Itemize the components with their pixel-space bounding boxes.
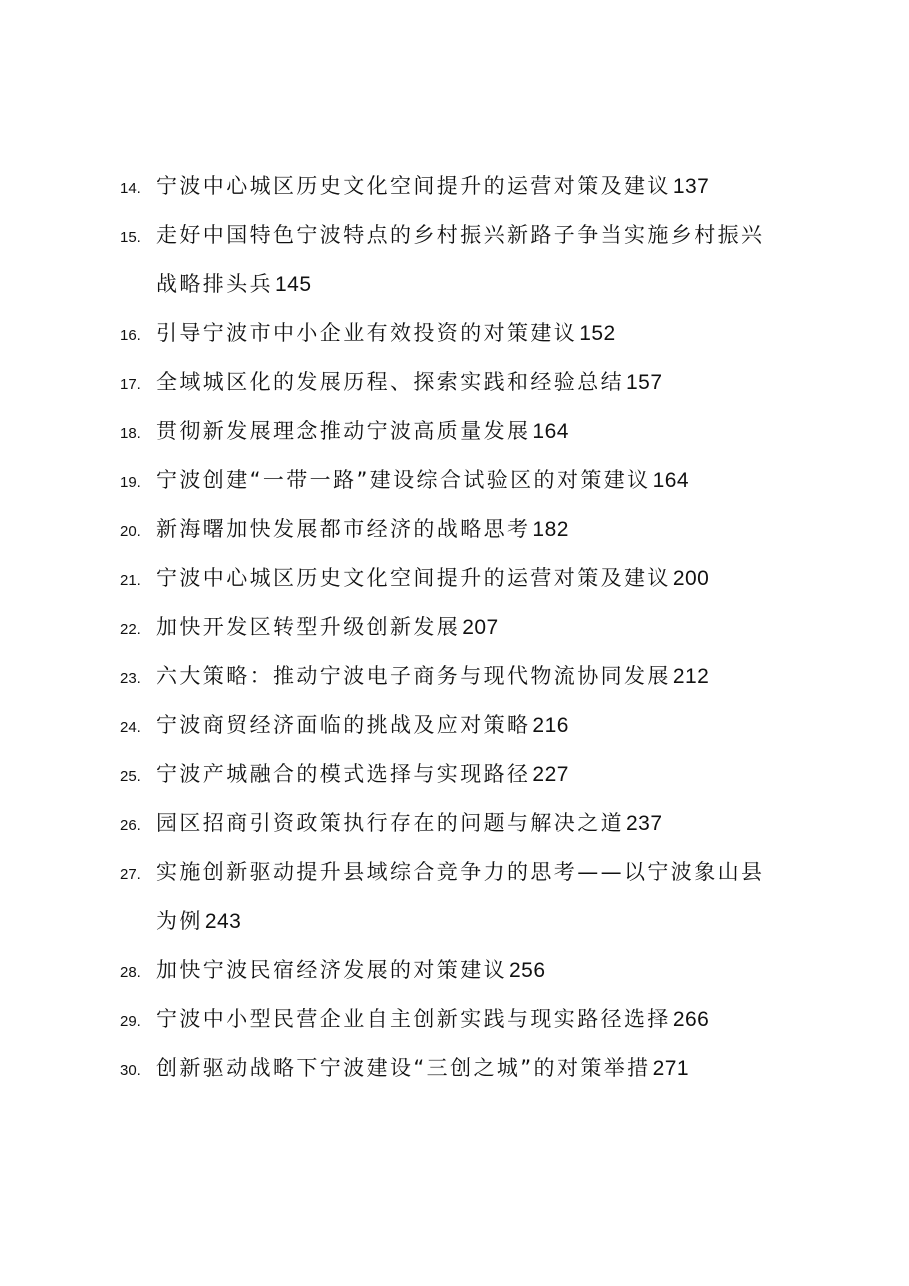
toc-entry xyxy=(120,509,820,558)
toc-entry-page-number: 237 xyxy=(626,812,663,835)
toc-entry-number: 30. xyxy=(120,1062,141,1079)
toc-entry xyxy=(120,803,820,852)
toc-entry xyxy=(120,313,820,362)
toc-entry-number: 22. xyxy=(120,621,141,638)
toc-entry-body xyxy=(156,754,820,803)
toc-entry-page-number: 243 xyxy=(204,910,242,933)
toc-entry-number: 29. xyxy=(120,1013,141,1030)
toc-entry-page-number: 266 xyxy=(672,1008,710,1031)
toc-entry xyxy=(120,411,820,460)
toc-entry-number: 25. xyxy=(120,768,141,785)
toc-entry-number: 24. xyxy=(120,719,141,736)
toc-entry xyxy=(120,362,820,411)
toc-entry-number: 16. xyxy=(120,327,141,344)
toc-entry-title: 园区招商引资政策执行存在的问题与解决之道 xyxy=(156,811,624,835)
toc-entry xyxy=(120,215,820,313)
toc-entry-title-line xyxy=(156,558,820,607)
toc-entry-page-number: 164 xyxy=(532,420,569,443)
toc-entry-title-line xyxy=(156,411,820,460)
toc-entry-title-line xyxy=(156,362,820,411)
toc-entry-title-line xyxy=(156,852,820,901)
toc-entry-number: 17. xyxy=(120,376,141,393)
toc-entry xyxy=(120,754,820,803)
toc-entry-number: 28. xyxy=(120,964,141,981)
toc-entry-title-line xyxy=(156,999,820,1048)
toc-entry xyxy=(120,656,820,705)
toc-entry-page-number: 145 xyxy=(275,273,312,296)
toc-entry xyxy=(120,166,820,215)
toc-entry-title: 宁波中心城区历史文化空间提升的运营对策及建议 xyxy=(156,174,671,198)
toc-entry-title-line xyxy=(156,656,820,705)
toc-entry-body xyxy=(156,313,820,362)
toc-entry-body xyxy=(156,999,820,1048)
toc-entry xyxy=(120,607,820,656)
toc-entry-page-number: 157 xyxy=(626,371,663,394)
toc-entry-title: 贯彻新发展理念推动宁波高质量发展 xyxy=(156,419,531,443)
toc-entry-number: 15. xyxy=(120,229,141,246)
toc-entry-title: 战略排头兵 xyxy=(156,272,273,296)
toc-entry xyxy=(120,999,820,1048)
toc-entry-title-line xyxy=(156,754,820,803)
toc-entry xyxy=(120,950,820,999)
toc-entry-page-number: 271 xyxy=(652,1057,690,1080)
toc-entry-number: 26. xyxy=(120,817,141,834)
toc-entry-body xyxy=(156,509,820,558)
toc-entry-title: 宁波中小型民营企业自主创新实践与现实路径选择 xyxy=(156,1007,671,1031)
toc-entry-title: 宁波创建“一带一路”建设综合试验区的对策建议 xyxy=(156,468,651,492)
toc-entry-title-line xyxy=(156,950,820,999)
toc-entry-title: 六大策略：推动宁波电子商务与现代物流协同发展 xyxy=(156,664,671,688)
toc-entry-title: 创新驱动战略下宁波建设“三创之城”的对策举措 xyxy=(156,1056,651,1080)
toc-entry-title: 引导宁波市中小企业有效投资的对策建议 xyxy=(156,321,578,345)
toc-entry-body xyxy=(156,460,820,509)
toc-entry-page-number: 256 xyxy=(509,959,546,982)
toc-entry-title: 加快宁波民宿经济发展的对策建议 xyxy=(156,958,507,982)
toc-entry-body xyxy=(156,362,820,411)
toc-entry-body xyxy=(156,166,820,215)
toc-entry-body xyxy=(156,852,820,950)
toc-entry-body xyxy=(156,803,820,852)
toc-entry-title-line xyxy=(156,264,820,313)
toc-entry-page-number: 200 xyxy=(672,567,710,590)
toc-entry-title-line xyxy=(156,166,820,215)
toc-entry-title-line xyxy=(156,1048,820,1097)
toc-entry xyxy=(120,852,820,950)
toc-entry-title-line xyxy=(156,509,820,558)
toc-entry-page-number: 212 xyxy=(672,665,710,688)
toc-entry-number: 18. xyxy=(120,425,141,442)
toc-entry-page-number: 216 xyxy=(532,714,569,737)
toc-entry-number: 21. xyxy=(120,572,141,589)
toc-entry-body xyxy=(156,215,820,313)
toc-entry-page-number: 152 xyxy=(579,322,616,345)
toc-entry-title: 为例 xyxy=(156,909,203,933)
toc-entry-page-number: 164 xyxy=(652,469,690,492)
toc-entry-body xyxy=(156,950,820,999)
toc-entry-body xyxy=(156,607,820,656)
toc-entry xyxy=(120,460,820,509)
toc-entry xyxy=(120,558,820,607)
toc-entry-number: 20. xyxy=(120,523,141,540)
toc-entry-title-line xyxy=(156,460,820,509)
toc-entry-page-number: 137 xyxy=(672,175,710,198)
toc-entry-page-number: 227 xyxy=(532,763,569,786)
toc-entry-title-line xyxy=(156,215,820,264)
toc-entry-body xyxy=(156,558,820,607)
toc-entry-title: 宁波产城融合的模式选择与实现路径 xyxy=(156,762,531,786)
toc-entry-page-number: 182 xyxy=(532,518,569,541)
toc-entry-number: 19. xyxy=(120,474,141,491)
toc-entry-title: 实施创新驱动提升县域综合竞争力的思考——以宁波象山县 xyxy=(156,860,765,884)
toc-entry-title-line xyxy=(156,901,820,950)
toc-entry-number: 23. xyxy=(120,670,141,687)
toc-entry-body xyxy=(156,656,820,705)
toc-entry-title: 全域城区化的发展历程、探索实践和经验总结 xyxy=(156,370,624,394)
toc-entry-body xyxy=(156,1048,820,1097)
toc-entry-title-line xyxy=(156,313,820,362)
table-of-contents xyxy=(120,166,820,1097)
toc-entry xyxy=(120,1048,820,1097)
toc-entry-body xyxy=(156,411,820,460)
toc-entry-number: 14. xyxy=(120,180,141,197)
toc-entry-title: 宁波商贸经济面临的挑战及应对策略 xyxy=(156,713,531,737)
toc-entry-number: 27. xyxy=(120,866,141,883)
toc-entry-title: 宁波中心城区历史文化空间提升的运营对策及建议 xyxy=(156,566,671,590)
toc-entry-title: 新海曙加快发展都市经济的战略思考 xyxy=(156,517,531,541)
toc-entry-title-line xyxy=(156,803,820,852)
toc-entry-title: 走好中国特色宁波特点的乡村振兴新路子争当实施乡村振兴 xyxy=(156,223,765,247)
toc-entry-title: 加快开发区转型升级创新发展 xyxy=(156,615,461,639)
toc-entry-title-line xyxy=(156,607,820,656)
toc-entry-title-line xyxy=(156,705,820,754)
toc-entry xyxy=(120,705,820,754)
toc-entry-page-number: 207 xyxy=(462,616,499,639)
toc-entry-body xyxy=(156,705,820,754)
